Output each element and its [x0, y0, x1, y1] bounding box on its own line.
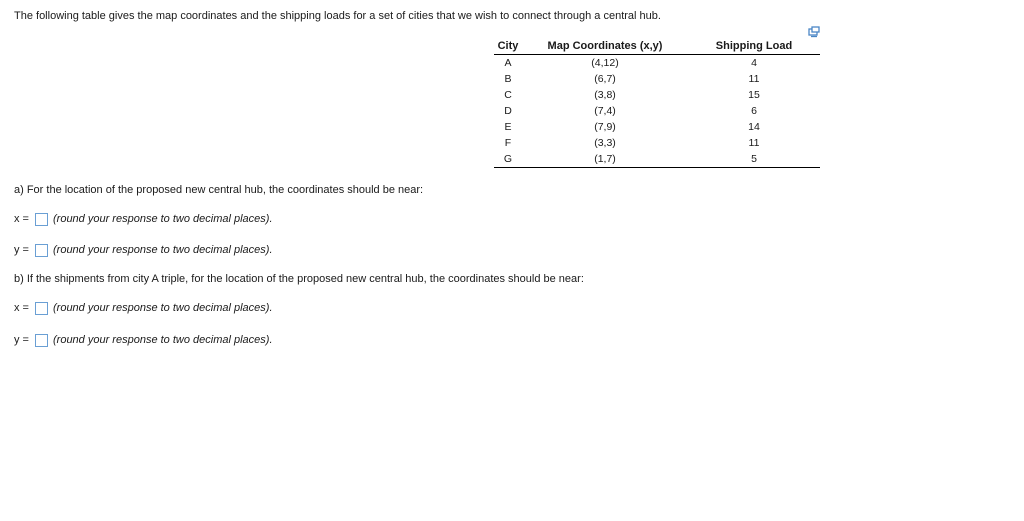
cell-load: 5 — [688, 151, 820, 168]
intro-text: The following table gives the map coordinates and the shipping loads for a set of cities that we wish to connect through a central hub. — [14, 10, 661, 22]
cell-city: F — [504, 137, 512, 149]
table-row — [494, 103, 820, 119]
table-row — [494, 87, 820, 103]
part-a-x-label: x = — [14, 213, 29, 225]
part-a-y-hint: (round your response to two decimal places). — [53, 244, 273, 256]
cell-city: A — [504, 57, 512, 69]
cell-city: E — [504, 121, 512, 133]
cell-city: C — [504, 89, 512, 101]
part-a-y-input[interactable] — [35, 244, 48, 257]
cell-coord: (3,8) — [594, 89, 616, 101]
part-a-y-answer-row — [14, 242, 273, 258]
part-a-y-label: y = — [14, 244, 29, 256]
table-row — [494, 55, 820, 72]
part-a-x-answer-row — [14, 211, 273, 227]
header-shipping-load: Shipping Load — [688, 40, 820, 55]
cell-coord: (4,12) — [591, 57, 619, 69]
table-row — [494, 135, 820, 151]
cell-load: 6 — [751, 105, 757, 117]
header-coordinates: Map Coordinates (x,y) — [522, 40, 688, 55]
cell-coord: (7,4) — [594, 105, 616, 117]
part-b-x-input[interactable] — [35, 302, 48, 315]
part-b-x-hint: (round your response to two decimal places). — [53, 302, 273, 314]
cell-coord: (3,3) — [594, 137, 616, 149]
cell-city: D — [504, 105, 512, 117]
header-city: City — [494, 40, 522, 55]
city-data-table — [494, 40, 820, 168]
cell-city: B — [504, 73, 512, 85]
table-row — [494, 71, 820, 87]
part-a-x-input[interactable] — [35, 213, 48, 226]
cell-load: 11 — [748, 73, 760, 85]
part-b-y-input[interactable] — [35, 334, 48, 347]
table-row — [494, 119, 820, 135]
cell-load: 15 — [748, 89, 760, 101]
part-a-question: a) For the location of the proposed new central hub, the coordinates should be near: — [14, 184, 424, 196]
cell-city: G — [494, 151, 522, 168]
cell-load: 11 — [748, 137, 760, 149]
part-b-y-hint: (round your response to two decimal places). — [53, 334, 273, 346]
cell-load: 4 — [751, 57, 757, 69]
copy-table-icon[interactable] — [808, 26, 820, 38]
cell-load: 14 — [748, 121, 760, 133]
cell-coord: (7,9) — [594, 121, 616, 133]
table-header-row — [494, 40, 820, 55]
cell-coord: (1,7) — [522, 151, 688, 168]
part-a-x-hint: (round your response to two decimal places). — [53, 213, 273, 225]
cell-coord: (6,7) — [594, 73, 616, 85]
part-b-x-answer-row — [14, 300, 273, 316]
part-b-question: b) If the shipments from city A triple, for the location of the proposed new central hub, the coordinates should be near: — [14, 273, 584, 285]
part-b-x-label: x = — [14, 302, 29, 314]
part-b-y-label: y = — [14, 334, 29, 346]
table-row — [494, 151, 820, 168]
part-b-y-answer-row — [14, 332, 273, 348]
